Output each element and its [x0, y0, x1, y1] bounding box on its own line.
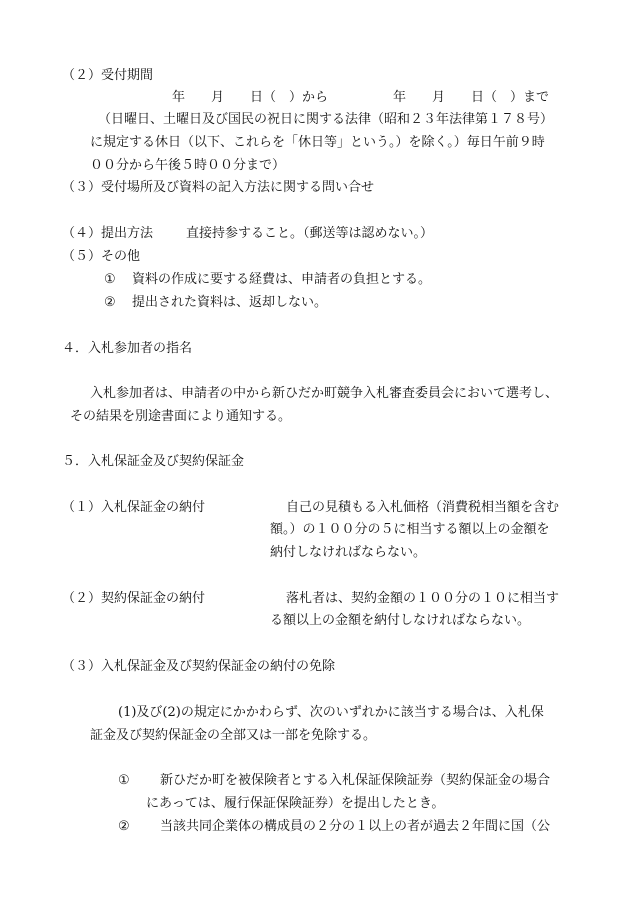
exemption-sub1-number: ① — [118, 773, 130, 788]
receipt-period-note-line-2: に規定する休日（以下、これらを「休日等」という。）を除く。）毎日午前９時 — [90, 135, 545, 150]
other-sub2-number: ② — [104, 295, 116, 310]
contract-deposit-text-line-1: 落札者は、契約金額の１００分の１０に相当す — [286, 591, 560, 606]
bid-deposit-text-line-3: 納付しなければならない。 — [270, 545, 427, 560]
section-5-heading: ５．入札保証金及び契約保証金 — [62, 454, 245, 469]
other-sub1-text: 資料の作成に要する経費は、申請者の負担とする。 — [132, 272, 432, 287]
bid-deposit-text-line-1: 自己の見積もる入札価格（消費税相当額を含む — [286, 500, 560, 515]
contract-deposit-text-line-2: る額以上の金額を納付しなければならない。 — [270, 613, 531, 628]
other-sub1-number: ① — [104, 272, 116, 287]
contract-deposit-title: （２）契約保証金の納付 — [62, 591, 206, 606]
other-sub2-text: 提出された資料は、返却しない。 — [132, 295, 328, 310]
item-inquiry-title: （３）受付場所及び資料の記入方法に関する問い合せ — [62, 180, 375, 195]
receipt-period-dates: 年 月 日（ ）から 年 月 日（ ）まで — [172, 90, 550, 105]
receipt-period-note-line-1: （日曜日、土曜日及び国民の祝日に関する法律（昭和２３年法律第１７８号） — [98, 112, 554, 127]
item-other-title: （５）その他 — [62, 249, 141, 264]
item-submission-method-title: （４）提出方法 — [62, 226, 154, 241]
deposit-exemption-paragraph-line-2: 証金及び契約保証金の全部又は一部を免除する。 — [90, 728, 377, 743]
deposit-exemption-paragraph-line-1: (1)及び(2)の規定にかかわらず、次のいずれかに該当する場合は、入札保 — [118, 705, 544, 720]
exemption-sub2-number: ② — [118, 819, 130, 834]
bid-deposit-text-line-2: 額。）の１００分の５に相当する額以上の金額を — [270, 522, 550, 537]
item-receipt-period-title: （２）受付期間 — [62, 68, 154, 83]
exemption-sub1-line-2: にあっては、履行保証保険証券）を提出したとき。 — [146, 796, 445, 811]
submission-method-text: 直接持参すること。（郵送等は認めない。） — [186, 226, 434, 241]
exemption-sub2-line-1: 当該共同企業体の構成員の２分の１以上の者が過去２年間に国（公 — [160, 819, 551, 834]
bid-deposit-title: （１）入札保証金の納付 — [62, 500, 206, 515]
section-4-heading: ４．入札参加者の指名 — [62, 341, 193, 356]
exemption-sub1-line-1: 新ひだか町を被保険者とする入札保証保険証券（契約保証金の場合 — [160, 773, 551, 788]
section-4-paragraph-line-1: 入札参加者は、申請者の中から新ひだか町競争入札審査委員会において選考し、 — [90, 386, 559, 401]
deposit-exemption-title: （３）入札保証金及び契約保証金の納付の免除 — [62, 659, 336, 674]
section-4-paragraph-line-2: その結果を別途書面により通知する。 — [70, 409, 292, 424]
receipt-period-note-line-3: ００分から午後５時００分まで） — [90, 158, 286, 173]
